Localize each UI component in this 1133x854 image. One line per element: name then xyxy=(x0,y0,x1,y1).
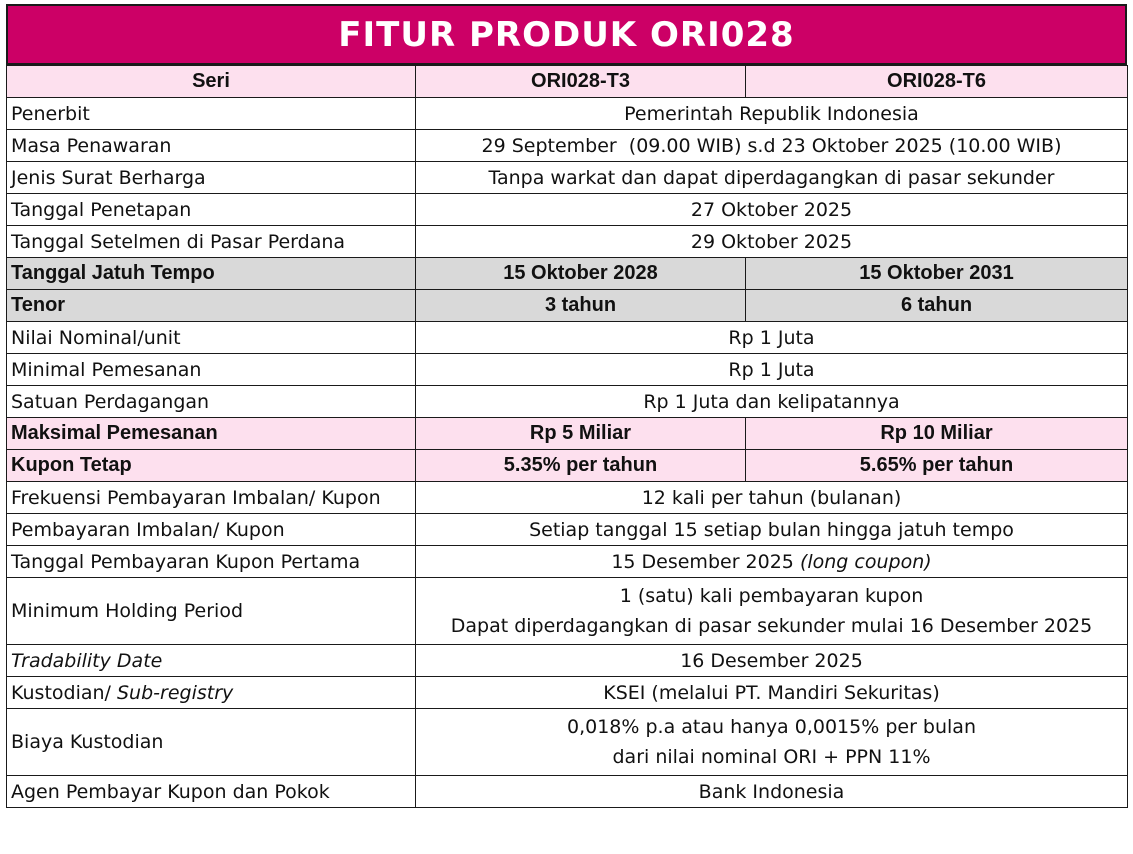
row-value: Rp 1 Juta dan kelipatannya xyxy=(416,386,1128,418)
table-row xyxy=(7,322,1128,354)
table-row xyxy=(7,386,1128,418)
header-series-t6: ORI028-T6 xyxy=(746,66,1128,98)
row-value xyxy=(416,578,1128,645)
row-value: Pemerintah Republik Indonesia xyxy=(416,98,1128,130)
row-value-t6: 15 Oktober 2031 xyxy=(746,258,1128,290)
holding-line-2: Dapat diperdagangkan di pasar sekunder mulai 16 Desember 2025 xyxy=(450,615,1093,637)
fee-line-2: dari nilai nominal ORI + PPN 11% xyxy=(612,746,931,768)
row-label: Maksimal Pemesanan xyxy=(7,418,416,450)
table-row xyxy=(7,482,1128,514)
row-value: Setiap tanggal 15 setiap bulan hingga jatuh tempo xyxy=(416,514,1128,546)
row-label: Tanggal Penetapan xyxy=(7,194,416,226)
row-value xyxy=(416,546,1128,578)
row-value: 29 Oktober 2025 xyxy=(416,226,1128,258)
row-value-t3: 3 tahun xyxy=(416,290,746,322)
table-row xyxy=(7,578,1128,645)
row-label: Tanggal Setelmen di Pasar Perdana xyxy=(7,226,416,258)
product-feature-sheet xyxy=(6,4,1127,808)
table-row xyxy=(7,130,1128,162)
row-label xyxy=(7,677,416,709)
table-row xyxy=(7,258,1128,290)
table-row xyxy=(7,645,1128,677)
row-value-t3: 5.35% per tahun xyxy=(416,450,746,482)
custodian-label: Kustodian/ xyxy=(11,681,117,704)
row-label: Jenis Surat Berharga xyxy=(7,162,416,194)
row-value: Tanpa warkat dan dapat diperdagangkan di pasar sekunder xyxy=(416,162,1128,194)
row-value: 16 Desember 2025 xyxy=(416,645,1128,677)
row-value: Bank Indonesia xyxy=(416,776,1128,808)
row-label: Masa Penawaran xyxy=(7,130,416,162)
row-label: Penerbit xyxy=(7,98,416,130)
row-value: 27 Oktober 2025 xyxy=(416,194,1128,226)
row-value xyxy=(416,709,1128,776)
row-label: Kupon Tetap xyxy=(7,450,416,482)
row-label: Pembayaran Imbalan/ Kupon xyxy=(7,514,416,546)
row-label: Tenor xyxy=(7,290,416,322)
table-row xyxy=(7,546,1128,578)
table-row xyxy=(7,677,1128,709)
row-label: Tradability Date xyxy=(7,645,416,677)
sub-registry-label: Sub-registry xyxy=(117,681,234,704)
table-row xyxy=(7,226,1128,258)
row-label: Minimal Pemesanan xyxy=(7,354,416,386)
holding-line-1: 1 (satu) kali pembayaran kupon xyxy=(619,585,924,607)
row-value: Rp 1 Juta xyxy=(416,322,1128,354)
fee-line-1: 0,018% p.a atau hanya 0,0015% per bulan xyxy=(567,716,976,738)
table-row xyxy=(7,709,1128,776)
row-label: Minimum Holding Period xyxy=(7,578,416,645)
row-value-t3: 15 Oktober 2028 xyxy=(416,258,746,290)
row-label: Nilai Nominal/unit xyxy=(7,322,416,354)
page-title: FITUR PRODUK ORI028 xyxy=(6,4,1127,65)
row-value: Rp 1 Juta xyxy=(416,354,1128,386)
table-row xyxy=(7,194,1128,226)
row-value: 12 kali per tahun (bulanan) xyxy=(416,482,1128,514)
table-row xyxy=(7,776,1128,808)
table-row xyxy=(7,514,1128,546)
row-label: Tanggal Jatuh Tempo xyxy=(7,258,416,290)
table-row xyxy=(7,354,1128,386)
row-value-t6: Rp 10 Miliar xyxy=(746,418,1128,450)
table-row xyxy=(7,290,1128,322)
header-series-t3: ORI028-T3 xyxy=(416,66,746,98)
header-label: Seri xyxy=(7,66,416,98)
row-value-t6: 5.65% per tahun xyxy=(746,450,1128,482)
long-coupon-note: (long coupon) xyxy=(799,550,932,573)
row-label: Frekuensi Pembayaran Imbalan/ Kupon xyxy=(7,482,416,514)
table-row xyxy=(7,162,1128,194)
feature-table xyxy=(6,65,1128,808)
row-value: KSEI (melalui PT. Mandiri Sekuritas) xyxy=(416,677,1128,709)
table-row xyxy=(7,418,1128,450)
table-row xyxy=(7,450,1128,482)
row-label: Tanggal Pembayaran Kupon Pertama xyxy=(7,546,416,578)
row-label: Biaya Kustodian xyxy=(7,709,416,776)
first-coupon-date: 15 Desember 2025 xyxy=(611,550,800,573)
table-row xyxy=(7,98,1128,130)
row-value: 29 September (09.00 WIB) s.d 23 Oktober 2025 (10.00 WIB) xyxy=(416,130,1128,162)
row-label: Agen Pembayar Kupon dan Pokok xyxy=(7,776,416,808)
row-value-t3: Rp 5 Miliar xyxy=(416,418,746,450)
row-value-t6: 6 tahun xyxy=(746,290,1128,322)
row-label: Satuan Perdagangan xyxy=(7,386,416,418)
header-row xyxy=(7,66,1128,98)
